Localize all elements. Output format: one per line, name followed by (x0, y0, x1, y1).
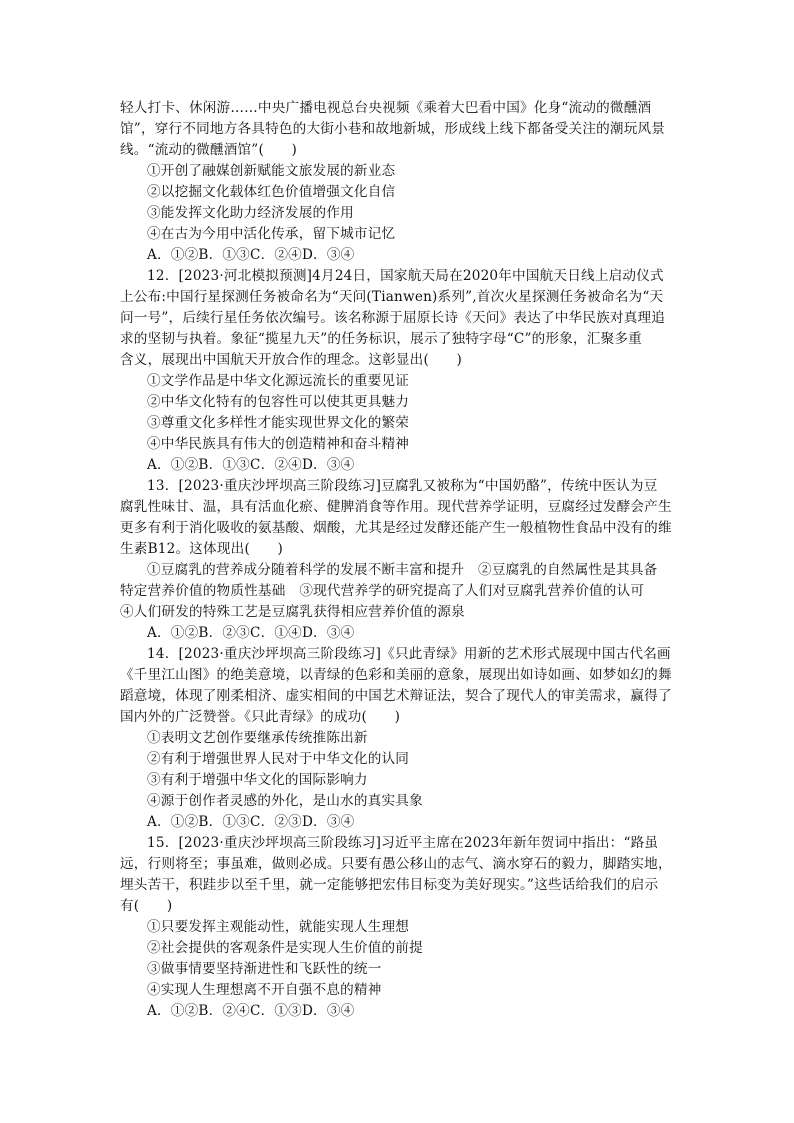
question-stem-line: 更多有利于消化吸收的氨基酸、烟酸，尤其是经过发酵还能产生一般植物性食品中没有的维 (120, 520, 672, 536)
question-stem-line: 12．[2023·河北模拟预测]4月24日，国家航天局在2020年中国航天日线上启动仪式 (147, 268, 664, 284)
option-1: ①只要发挥主观能动性，就能实现人生理想 (147, 919, 410, 935)
question-stem-line: 国内外的广泛赞誉。《只此青绿》的成功( ) (120, 709, 401, 725)
answer-choices: A．①②B．②④C．①③D．③④ (147, 1003, 355, 1019)
answer-choices: A．①②B．①③C．②④D．③④ (147, 457, 355, 473)
option-1: ①表明文艺创作要继承传统推陈出新 (147, 730, 368, 746)
question-stem-line: 远，行则将至；事虽难，做则必成。只要有愚公移山的志气、滴水穿石的毅力，脚踏实地， (120, 856, 672, 872)
question-stem-line: 蹈意境，体现了刚柔相济、虚实相间的中国艺术辩证法，契合了现代人的审美需求，赢得了 (120, 688, 672, 704)
option-line: ①豆腐乳的营养成分随着科学的发展不断丰富和提升 ②豆腐乳的自然属性是其具备 (147, 562, 658, 578)
option-2: ②中华文化特有的包容性可以使其更具魅力 (147, 394, 410, 410)
question-stem-line: 13．[2023·重庆沙坪坝高三阶段练习]豆腐乳又被称为“中国奶酪”，传统中医认为豆 (147, 478, 658, 494)
option-2: ②有利于增强世界人民对于中华文化的认同 (147, 751, 410, 767)
question-stem-line: 《千里江山图》的绝美意境，以青绿的色彩和美丽的意象，展现出如诗如画、如梦如幻的舞 (120, 667, 672, 683)
question-stem-line: 含义，展现出中国航天开放合作的理念。这彰显出( ) (120, 352, 463, 368)
option-4: ④实现人生理想离不开自强不息的精神 (147, 982, 382, 998)
question-stem-line: 线。“流动的微醺酒馆”( ) (120, 142, 298, 158)
question-stem-line: 埋头苦干，积跬步以至千里，就一定能够把宏伟目标变为美好现实。”这些话给我们的启示 (120, 877, 659, 893)
option-2: ②以挖掘文化载体红色价值增强文化自信 (147, 184, 396, 200)
question-stem-line: 上公布:中国行星探测任务被命名为“天问(Tianwen)系列”,首次火星探测任务被命名为“天 (120, 289, 664, 305)
option-4: ④源于创作者灵感的外化，是山水的真实具象 (147, 793, 423, 809)
option-1: ①文学作品是中华文化源远流长的重要见证 (147, 373, 410, 389)
option-2: ②社会提供的客观条件是实现人生价值的前提 (147, 940, 423, 956)
answer-choices: A．①②B．②③C．①④D．③④ (147, 625, 355, 641)
question-14 (120, 644, 680, 833)
question-stem-line: 14．[2023·重庆沙坪坝高三阶段练习]《只此青绿》用新的艺术形式展现中国古代名画 (147, 646, 671, 662)
question-stem-line: 馆”，穿行不同地方各具特色的大街小巷和故地新城，形成线上线下都备受关注的潮玩风景 (120, 121, 666, 137)
option-line: 特定营养价值的物质性基础 ③现代营养学的研究提高了人们对豆腐乳营养价值的认可 (120, 583, 645, 599)
question-15 (120, 833, 680, 1022)
option-1: ①开创了融媒创新赋能文旅发展的新业态 (147, 163, 396, 179)
option-4: ④在古为今用中活化传承，留下城市记忆 (147, 226, 396, 242)
option-4: ④中华民族具有伟大的创造精神和奋斗精神 (147, 436, 410, 452)
question-stem-line: 15．[2023·重庆沙坪坝高三阶段练习]习近平主席在2023年新年贺词中指出：“路虽 (147, 835, 659, 851)
option-line: ④人们研发的特殊工艺是豆腐乳获得相应营养价值的源泉 (120, 604, 465, 620)
question-stem-line: 有( ) (120, 898, 173, 914)
option-3: ③能发挥文化助力经济发展的作用 (147, 205, 354, 221)
option-3: ③有利于增强中华文化的国际影响力 (147, 772, 368, 788)
answer-choices: A．①②B．①③C．②③D．③④ (147, 814, 355, 830)
document-page (120, 98, 680, 1022)
option-3: ③尊重文化多样性才能实现世界文化的繁荣 (147, 415, 410, 431)
question-stem-line: 问一号”，后续行星任务依次编号。该名称源于屈原长诗《天问》表达了中华民族对真理追 (120, 310, 666, 326)
question-stem-line: 求的坚韧与执着。象征“揽星九天”的任务标识，展示了独特字母“C”的形象，汇聚多重 (120, 331, 642, 347)
question-11 (120, 98, 680, 266)
question-13 (120, 476, 680, 644)
question-stem-line: 生素B12。这体现出( ) (120, 541, 284, 557)
question-stem-line: 腐乳性味甘、温，具有活血化瘀、健脾消食等作用。现代营养学证明，豆腐经过发酵会产生 (120, 499, 672, 515)
option-3: ③做事情要坚持渐进性和飞跃性的统一 (147, 961, 382, 977)
question-12 (120, 266, 680, 476)
question-stem-line: 轻人打卡、休闲游……中央广播电视总台央视频《乘着大巴看中国》化身“流动的微醺酒 (120, 100, 652, 116)
answer-choices: A．①②B．①③C．②④D．③④ (147, 247, 355, 263)
